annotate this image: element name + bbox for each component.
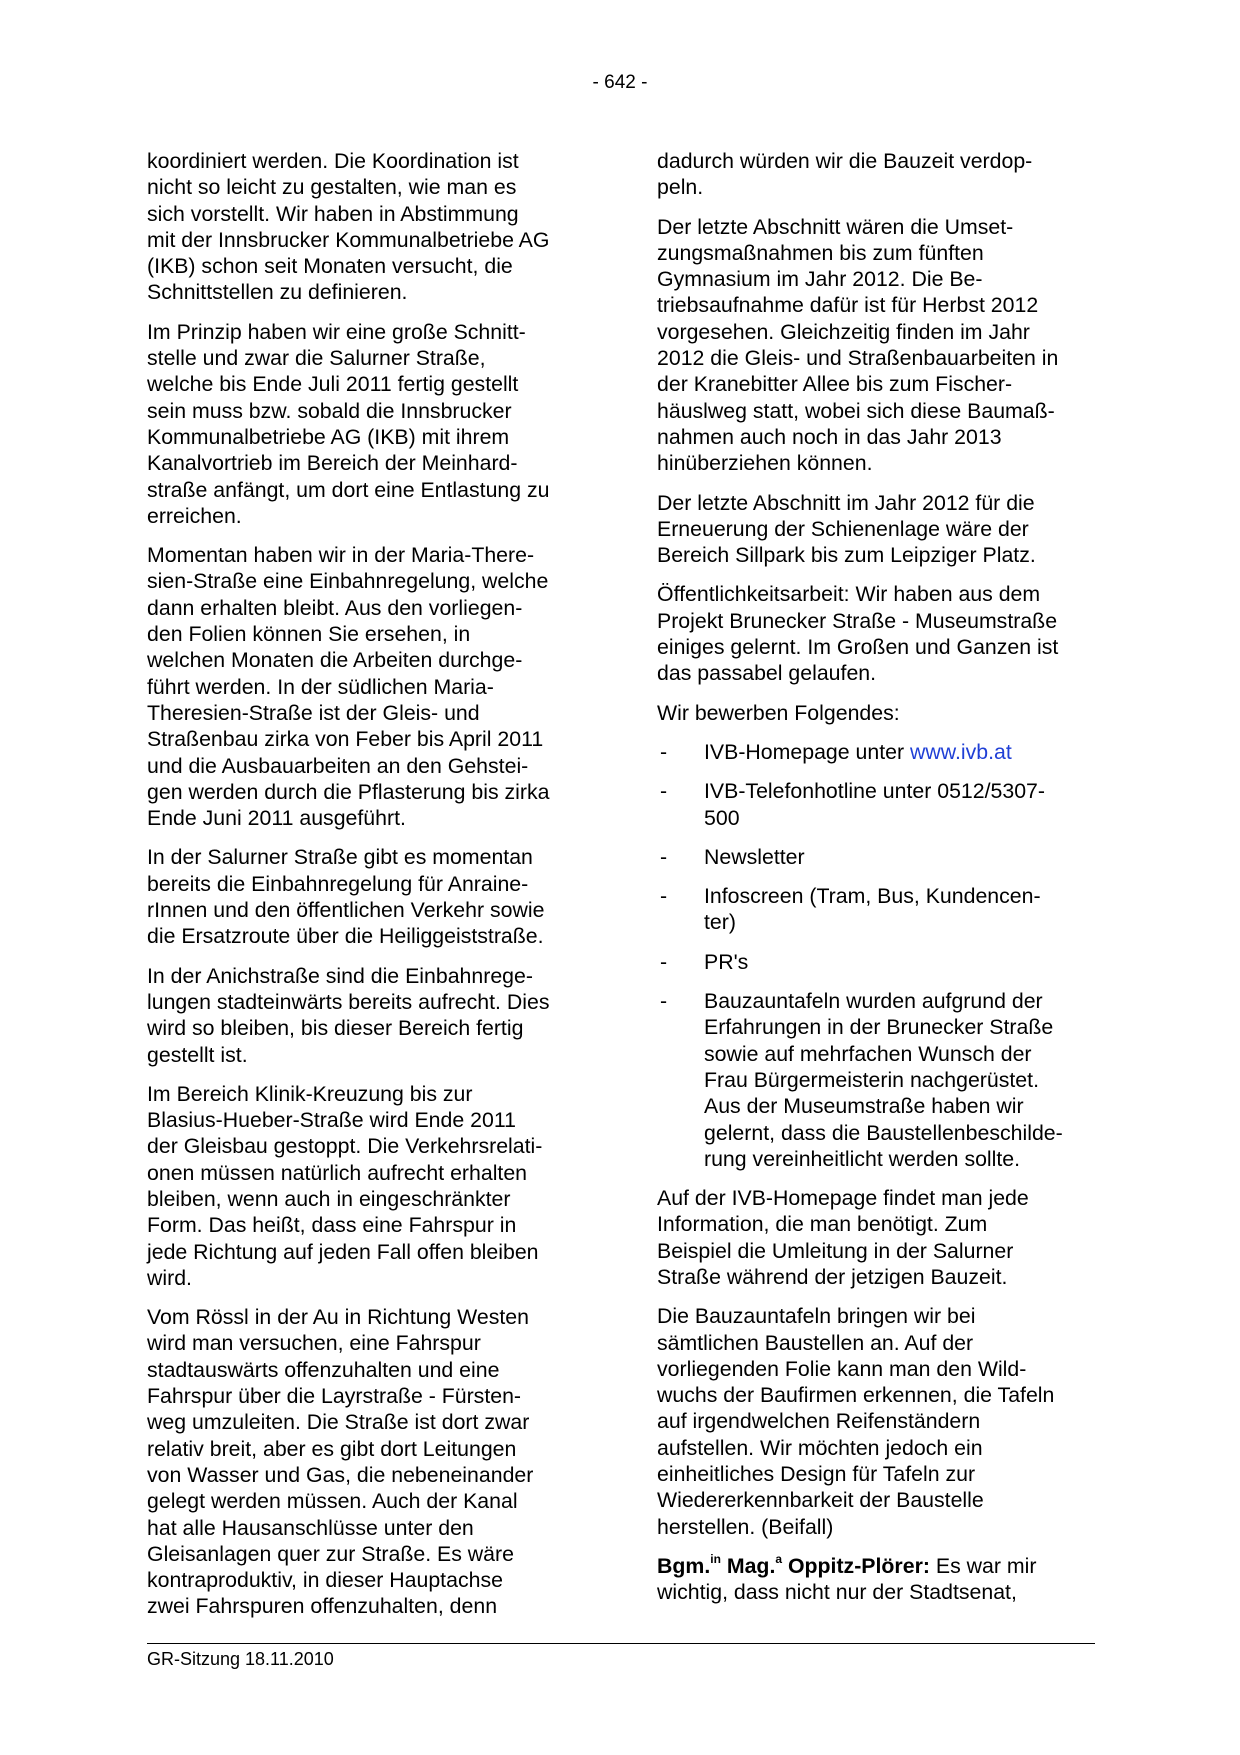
promotion-list [657, 739, 1102, 1172]
text-line: sien-Straße eine Einbahnregelung, welche [147, 569, 549, 594]
text-line: Wir bewerben Folgendes: [657, 700, 900, 725]
text-line: Gymnasium im Jahr 2012. Die Be- [657, 267, 983, 292]
text-line: onen müssen natürlich aufrecht erhalten [147, 1160, 528, 1185]
text-line: gestellt ist. [147, 1042, 248, 1067]
text-line: In der Anichstraße sind die Einbahnrege- [147, 963, 533, 988]
text-line: gelegt werden müssen. Auch der Kanal [147, 1489, 518, 1514]
bullet-dash: - [660, 989, 668, 1014]
right-paragraph [657, 214, 1102, 477]
text-line: gen werden durch die Pflasterung bis zirka [147, 779, 550, 804]
text-line: vorliegenden Folie kann man den Wild- [657, 1356, 1027, 1381]
text-line: Momentan haben wir in der Maria-There- [147, 543, 535, 568]
page-number: - 642 - [592, 72, 648, 93]
right-paragraph [657, 490, 1102, 569]
text-line: erreichen. [147, 503, 242, 528]
text-line: sich vorstellt. Wir haben in Abstimmung [147, 201, 519, 226]
text-line: Fahrspur über die Layrstraße - Fürsten- [147, 1384, 522, 1409]
text-line: Beispiel die Umleitung in der Salurner [657, 1238, 1014, 1263]
text-line: nahmen auch noch in das Jahr 2013 [657, 424, 1002, 449]
text-line: herstellen. (Beifall) [657, 1514, 834, 1539]
list-item [657, 778, 1102, 831]
text-line: In der Salurner Straße gibt es momentan [147, 845, 533, 870]
text-line: Infoscreen (Tram, Bus, Kundencen- [704, 884, 1041, 909]
text-line: sowie auf mehrfachen Wunsch der [704, 1041, 1032, 1066]
text-line: Öffentlichkeitsarbeit: Wir haben aus dem [657, 582, 1041, 607]
text-line: Auf der IVB-Homepage findet man jede [657, 1186, 1029, 1211]
left-paragraph [147, 319, 587, 529]
text-line: lungen stadteinwärts bereits aufrecht. Dies [147, 989, 550, 1014]
text-line: Form. Das heißt, dass eine Fahrspur in [147, 1213, 517, 1238]
list-item [657, 739, 1102, 765]
text-line: zungsmaßnahmen bis zum fünften [657, 240, 984, 265]
text-line: rung vereinheitlicht werden sollte. [704, 1146, 1021, 1171]
text-line: Bauzauntafeln wurden aufgrund der [704, 989, 1043, 1014]
text-line: die Ersatzroute über die Heiliggeiststraße. [147, 924, 544, 949]
text-line: Projekt Brunecker Straße - Museumstraße [657, 608, 1058, 633]
text-line: kontraproduktiv, in dieser Hauptachse [147, 1568, 503, 1593]
right-column [657, 148, 1102, 1619]
speaker-degree: Mag. [726, 1553, 776, 1578]
text-line: stadtauswärts offenzuhalten und eine [147, 1357, 500, 1382]
text-line: hinüberziehen können. [657, 451, 873, 476]
text-line: Aus der Museumstraße haben wir [704, 1094, 1024, 1119]
speaker-title: Bgm. [657, 1553, 711, 1578]
text-line: gelernt, dass die Baustellenbeschilde- [704, 1120, 1063, 1145]
text-line: wird man versuchen, eine Fahrspur [147, 1331, 481, 1356]
text-line: der Kranebitter Allee bis zum Fischer- [657, 372, 1013, 397]
left-column [147, 148, 587, 1633]
right-paragraph [657, 1303, 1102, 1540]
text-line: IVB-Telefonhotline unter 0512/5307- [704, 779, 1045, 804]
text-line: Der letzte Abschnitt im Jahr 2012 für die [657, 490, 1035, 515]
text-line: weg umzuleiten. Die Straße ist dort zwar [147, 1410, 530, 1435]
text-line: Frau Bürgermeisterin nachgerüstet. [704, 1067, 1039, 1092]
right-paragraph [657, 581, 1102, 686]
text-line: einheitliches Design für Tafeln zur [657, 1462, 976, 1487]
list-item [657, 988, 1102, 1172]
text-line: der Gleisbau gestoppt. Die Verkehrsrelati- [147, 1134, 543, 1159]
speech-text: Es war mir [935, 1553, 1037, 1578]
text-line: jede Richtung auf jeden Fall offen bleiben [147, 1239, 539, 1264]
text-line: (IKB) schon seit Monaten versucht, die [147, 254, 513, 279]
bullet-dash: - [660, 949, 668, 974]
left-paragraph [147, 963, 587, 1068]
text-line: das passabel gelaufen. [657, 661, 877, 686]
speaker-degree-sup: a [775, 1551, 783, 1566]
text-line: auf irgendwelchen Reifenständern [657, 1409, 981, 1434]
text-line: straße anfängt, um dort eine Entlastung zu [147, 477, 550, 502]
text-line: Im Prinzip haben wir eine große Schnitt- [147, 319, 526, 344]
text-line: relativ breit, aber es gibt dort Leitungen [147, 1436, 517, 1461]
text-line: bereits die Einbahnregelung für Anraine- [147, 871, 529, 896]
text-line: Kommunalbetriebe AG (IKB) mit ihrem [147, 424, 510, 449]
text-line: ter) [704, 910, 736, 935]
right-paragraph [657, 1185, 1102, 1290]
text-line: Erfahrungen in der Brunecker Straße [704, 1015, 1054, 1040]
bullet-dash: - [660, 739, 668, 764]
text-line: Kanalvortrieb im Bereich der Meinhard- [147, 451, 518, 476]
left-paragraph [147, 148, 587, 306]
text-line: Ende Juni 2011 ausgeführt. [147, 806, 406, 831]
text-line: 500 [704, 805, 740, 830]
right-paragraph [657, 700, 1102, 726]
text-line: Im Bereich Klinik-Kreuzung bis zur [147, 1081, 473, 1106]
text-line: welchen Monaten die Arbeiten durchge- [147, 648, 523, 673]
text-line: wichtig, dass nicht nur der Stadtsenat, [657, 1580, 1017, 1605]
text-line: bleiben, wenn auch in eingeschränkter [147, 1186, 511, 1211]
text-line: Theresien-Straße ist der Gleis- und [147, 700, 480, 725]
text-line: einiges gelernt. Im Großen und Ganzen ist [657, 635, 1059, 660]
speaker-name [657, 1551, 930, 1578]
text-line: triebsaufnahme dafür ist für Herbst 2012 [657, 293, 1039, 318]
text-line: Erneuerung der Schienenlage wäre der [657, 516, 1029, 541]
text-line: Der letzte Abschnitt wären die Umset- [657, 214, 1014, 239]
text-line: Gleisanlagen quer zur Straße. Es wäre [147, 1541, 514, 1566]
list-item [657, 844, 1102, 870]
text-line: häuslweg statt, wobei sich diese Baumaß- [657, 398, 1055, 423]
list-item [657, 883, 1102, 936]
text-line [657, 1553, 1102, 1579]
text-line: von Wasser und Gas, die nebeneinander [147, 1462, 534, 1487]
text-line: dadurch würden wir die Bauzeit verdop- [657, 149, 1033, 173]
text-line: welche bis Ende Juli 2011 fertig gestellt [147, 372, 519, 397]
footer-divider [147, 1643, 1095, 1644]
text-line: Blasius-Hueber-Straße wird Ende 2011 [147, 1108, 516, 1133]
speaker-surname: Oppitz-Plörer: [787, 1553, 930, 1578]
text-line: aufstellen. Wir möchten jedoch ein [657, 1435, 983, 1460]
text-line: Straße während der jetzigen Bauzeit. [657, 1264, 1008, 1289]
text-line: wird so bleiben, bis dieser Bereich fertig [147, 1016, 524, 1041]
list-item-text: IVB-Homepage unter [704, 739, 910, 764]
text-line: den Folien können Sie ersehen, in [147, 622, 471, 647]
bullet-dash: - [660, 779, 668, 804]
text-line: führt werden. In der südlichen Maria- [147, 674, 494, 699]
text-line: Schnittstellen zu definieren. [147, 280, 408, 305]
bullet-dash: - [660, 844, 668, 869]
text-line: sein muss bzw. sobald die Innsbrucker [147, 398, 512, 423]
text-line: rInnen und den öffentlichen Verkehr sowie [147, 898, 545, 923]
text-line: wuchs der Baufirmen erkennen, die Tafeln [657, 1383, 1055, 1408]
text-line: nicht so leicht zu gestalten, wie man es [147, 175, 517, 200]
text-line: sämtlichen Baustellen an. Auf der [657, 1330, 974, 1355]
text-line: mit der Innsbrucker Kommunalbetriebe AG [147, 227, 550, 252]
text-line: peln. [657, 175, 704, 200]
text-line: koordiniert werden. Die Koordination ist [147, 149, 519, 173]
speaker-title-sup: in [710, 1551, 721, 1566]
text-line: und die Ausbauarbeiten an den Gehstei- [147, 753, 529, 778]
text-line: stelle und zwar die Salurner Straße, [147, 346, 486, 371]
list-item [657, 949, 1102, 975]
text-line: wird. [147, 1265, 192, 1290]
text-line: 2012 die Gleis- und Straßenbauarbeiten in [657, 346, 1059, 371]
text-line: Information, die man benötigt. Zum [657, 1212, 988, 1237]
text-line: hat alle Hausanschlüsse unter den [147, 1515, 474, 1540]
speaker-paragraph [657, 1553, 1102, 1606]
text-line: Wiedererkennbarkeit der Baustelle [657, 1488, 984, 1513]
text-line: Vom Rössl in der Au in Richtung Westen [147, 1305, 529, 1330]
footer-text: GR-Sitzung 18.11.2010 [147, 1649, 334, 1669]
right-paragraph [657, 148, 1102, 201]
list-item-text: Newsletter [704, 844, 805, 869]
left-paragraph [147, 1304, 587, 1620]
text-line: Straßenbau zirka von Feber bis April 2011 [147, 727, 544, 752]
left-paragraph [147, 542, 587, 831]
text-line: dann erhalten bleibt. Aus den vorliegen- [147, 595, 523, 620]
text-line: zwei Fahrspuren offenzuhalten, denn [147, 1594, 498, 1619]
ivb-homepage-link[interactable]: www.ivb.at [909, 739, 1012, 764]
left-paragraph [147, 844, 587, 949]
text-line: Bereich Sillpark bis zum Leipziger Platz. [657, 543, 1036, 568]
list-item-text: PR's [704, 949, 749, 974]
left-paragraph [147, 1081, 587, 1291]
bullet-dash: - [660, 884, 668, 909]
text-line: vorgesehen. Gleichzeitig finden im Jahr [657, 319, 1030, 344]
text-line: Die Bauzauntafeln bringen wir bei [657, 1304, 976, 1329]
